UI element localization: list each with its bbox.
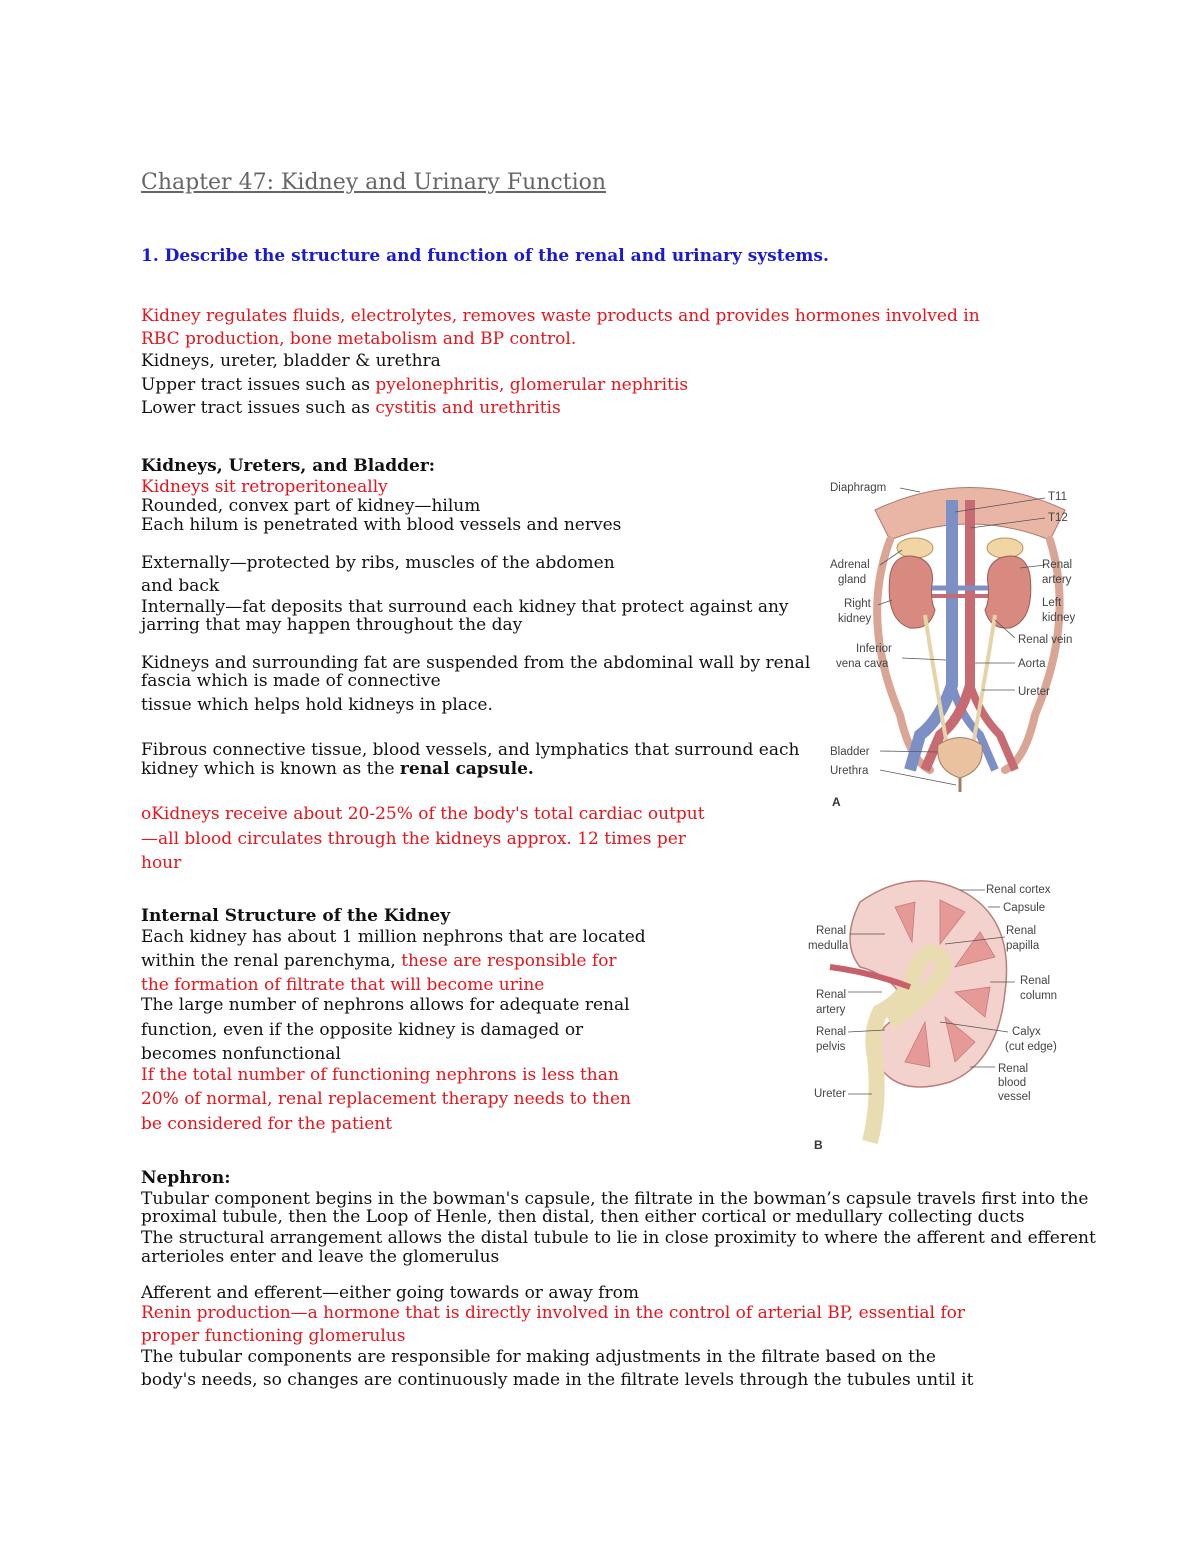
kub-line-2: Rounded, convex part of kidney—hilum — [141, 496, 481, 516]
label-papilla-1: Renal — [1006, 925, 1037, 937]
label-ivc-1: Inferior — [856, 643, 892, 655]
urinary-system-figure — [820, 470, 1090, 820]
nephron-heading: Nephron: — [141, 1168, 231, 1188]
internal-line-4: The large number of nephrons allows for adequate renal — [141, 995, 630, 1015]
kub-line-8: Kidneys and surrounding fat are suspended from the abdominal wall by renal — [141, 653, 811, 673]
label-ivc-2: vena cava — [836, 658, 889, 670]
internal-line-5: function, even if the opposite kidney is damaged or — [141, 1020, 584, 1040]
kub-heading: Kidneys, Ureters, and Bladder: — [141, 456, 436, 476]
page-title: Chapter 47: Kidney and Urinary Function — [141, 170, 607, 195]
intro-line-4 — [141, 374, 688, 396]
intro-line-5 — [141, 397, 561, 419]
label-left-kidney-2: kidney — [1042, 612, 1076, 624]
label-calyx-1: Calyx — [1012, 1026, 1041, 1038]
label-papilla-2: papilla — [1006, 940, 1040, 952]
label-vessel-2: blood — [998, 1077, 1027, 1089]
label-vessel-1: Renal — [998, 1063, 1029, 1075]
label-column-1: Renal — [1020, 975, 1051, 987]
figure-a-letter: A — [832, 795, 841, 809]
kub-line-13: oKidneys receive about 20-25% of the body's total cardiac output — [141, 804, 705, 824]
intro-line-2: RBC production, bone metabolism and BP control. — [141, 329, 577, 349]
label-column-2: column — [1020, 990, 1058, 1002]
label-adrenal-2: gland — [838, 574, 867, 586]
figure-b-letter: B — [814, 1138, 823, 1152]
internal-line-2-highlight: these are responsible for — [401, 951, 617, 971]
label-ureter: Ureter — [814, 1088, 846, 1100]
label-ureter: Ureter — [1018, 686, 1050, 698]
nephron-line-9: body's needs, so changes are continuously made in the filtrate levels through the tubules until it — [141, 1370, 974, 1390]
intro-line-1: Kidney regulates fluids, electrolytes, removes waste products and provides hormones involved in — [141, 306, 980, 326]
label-medulla-1: Renal — [816, 925, 847, 937]
kub-line-15: hour — [141, 853, 182, 873]
label-artery-1: Renal — [816, 989, 847, 1001]
label-renal-vein: Renal vein — [1018, 634, 1073, 646]
label-pelvis-2: pelvis — [816, 1041, 846, 1053]
internal-line-3: the formation of filtrate that will become urine — [141, 975, 545, 995]
intro-line-5-highlight: cystitis and urethritis — [375, 398, 561, 418]
internal-heading: Internal Structure of the Kidney — [141, 906, 451, 926]
right-kidney-shape — [889, 556, 935, 628]
nephron-line-2: proximal tubule, then the Loop of Henle, then distal, then either cortical or medullary collecting ducts — [141, 1207, 1025, 1227]
internal-line-1: Each kidney has about 1 million nephrons that are located — [141, 927, 646, 947]
internal-line-8: 20% of normal, renal replacement therapy needs to then — [141, 1089, 631, 1109]
left-adrenal-shape — [987, 538, 1023, 558]
label-medulla-2: medulla — [808, 940, 849, 952]
label-diaphragm: Diaphragm — [830, 482, 887, 494]
nephron-line-5: Afferent and efferent—either going towards or away from — [141, 1283, 639, 1303]
kub-line-1: Kidneys sit retroperitoneally — [141, 477, 388, 497]
kub-line-3: Each hilum is penetrated with blood vessels and nerves — [141, 515, 622, 535]
label-renal-artery-1: Renal — [1042, 559, 1073, 571]
left-kidney-shape — [985, 556, 1031, 628]
intro-line-5-text: Lower tract issues such as — [141, 398, 376, 418]
internal-line-7: If the total number of functioning nephrons is less than — [141, 1065, 619, 1085]
internal-line-2-text: within the renal parenchyma, — [141, 951, 402, 971]
kub-line-4: Externally—protected by ribs, muscles of the abdomen — [141, 553, 615, 573]
intro-line-4-text: Upper tract issues such as — [141, 375, 376, 395]
bladder-shape — [938, 738, 983, 779]
label-renal-artery-2: artery — [1042, 574, 1072, 586]
label-renal-cortex: Renal cortex — [986, 884, 1051, 896]
label-bladder: Bladder — [830, 746, 870, 758]
kub-line-10: tissue which helps hold kidneys in place. — [141, 695, 493, 715]
intro-line-4-highlight: pyelonephritis, glomerular nephritis — [375, 375, 689, 395]
kub-line-9: fascia which is made of connective — [141, 671, 441, 691]
right-adrenal-shape — [897, 538, 933, 558]
nephron-line-8: The tubular components are responsible for making adjustments in the filtrate based on the — [141, 1347, 936, 1367]
kub-line-14: —all blood circulates through the kidneys approx. 12 times per — [141, 829, 686, 849]
objective-heading: 1. Describe the structure and function of the renal and urinary systems. — [141, 246, 829, 266]
nephron-line-6: Renin production—a hormone that is directly involved in the control of arterial BP, essential for — [141, 1303, 966, 1323]
kub-line-5: and back — [141, 576, 220, 596]
nephron-line-4: arterioles enter and leave the glomerulus — [141, 1247, 500, 1267]
label-vessel-3: vessel — [998, 1091, 1031, 1103]
internal-line-9: be considered for the patient — [141, 1114, 393, 1134]
internal-line-6: becomes nonfunctional — [141, 1044, 341, 1064]
label-aorta: Aorta — [1018, 658, 1046, 670]
kub-line-11: Fibrous connective tissue, blood vessels, and lymphatics that surround each — [141, 740, 800, 760]
kub-line-7: jarring that may happen throughout the day — [141, 615, 523, 635]
internal-line-2 — [141, 950, 617, 972]
label-artery-2: artery — [816, 1004, 846, 1016]
kub-line-12-text: kidney which is known as the — [141, 759, 400, 779]
nephron-line-1: Tubular component begins in the bowman's capsule, the filtrate in the bowman’s capsule travels first into the — [141, 1189, 1089, 1209]
label-pelvis-1: Renal — [816, 1026, 847, 1038]
label-right-kidney-2: kidney — [838, 613, 872, 625]
label-t12: T12 — [1048, 512, 1068, 524]
label-t11: T11 — [1048, 491, 1067, 503]
kidney-cross-section-figure — [800, 872, 1080, 1152]
nephron-line-3: The structural arrangement allows the distal tubule to lie in close proximity to where the afferent and efferent — [141, 1228, 1096, 1248]
intro-line-3: Kidneys, ureter, bladder & urethra — [141, 351, 441, 371]
label-left-kidney-1: Left — [1042, 597, 1062, 609]
kub-line-12 — [141, 758, 534, 780]
label-urethra: Urethra — [830, 765, 869, 777]
label-right-kidney-1: Right — [844, 598, 871, 610]
renal-capsule-term: renal capsule. — [399, 759, 534, 779]
label-capsule: Capsule — [1003, 902, 1046, 914]
nephron-line-7: proper functioning glomerulus — [141, 1326, 406, 1346]
kub-line-6: Internally—fat deposits that surround each kidney that protect against any — [141, 597, 789, 617]
label-calyx-2: (cut edge) — [1005, 1041, 1057, 1053]
label-adrenal-1: Adrenal — [830, 559, 870, 571]
